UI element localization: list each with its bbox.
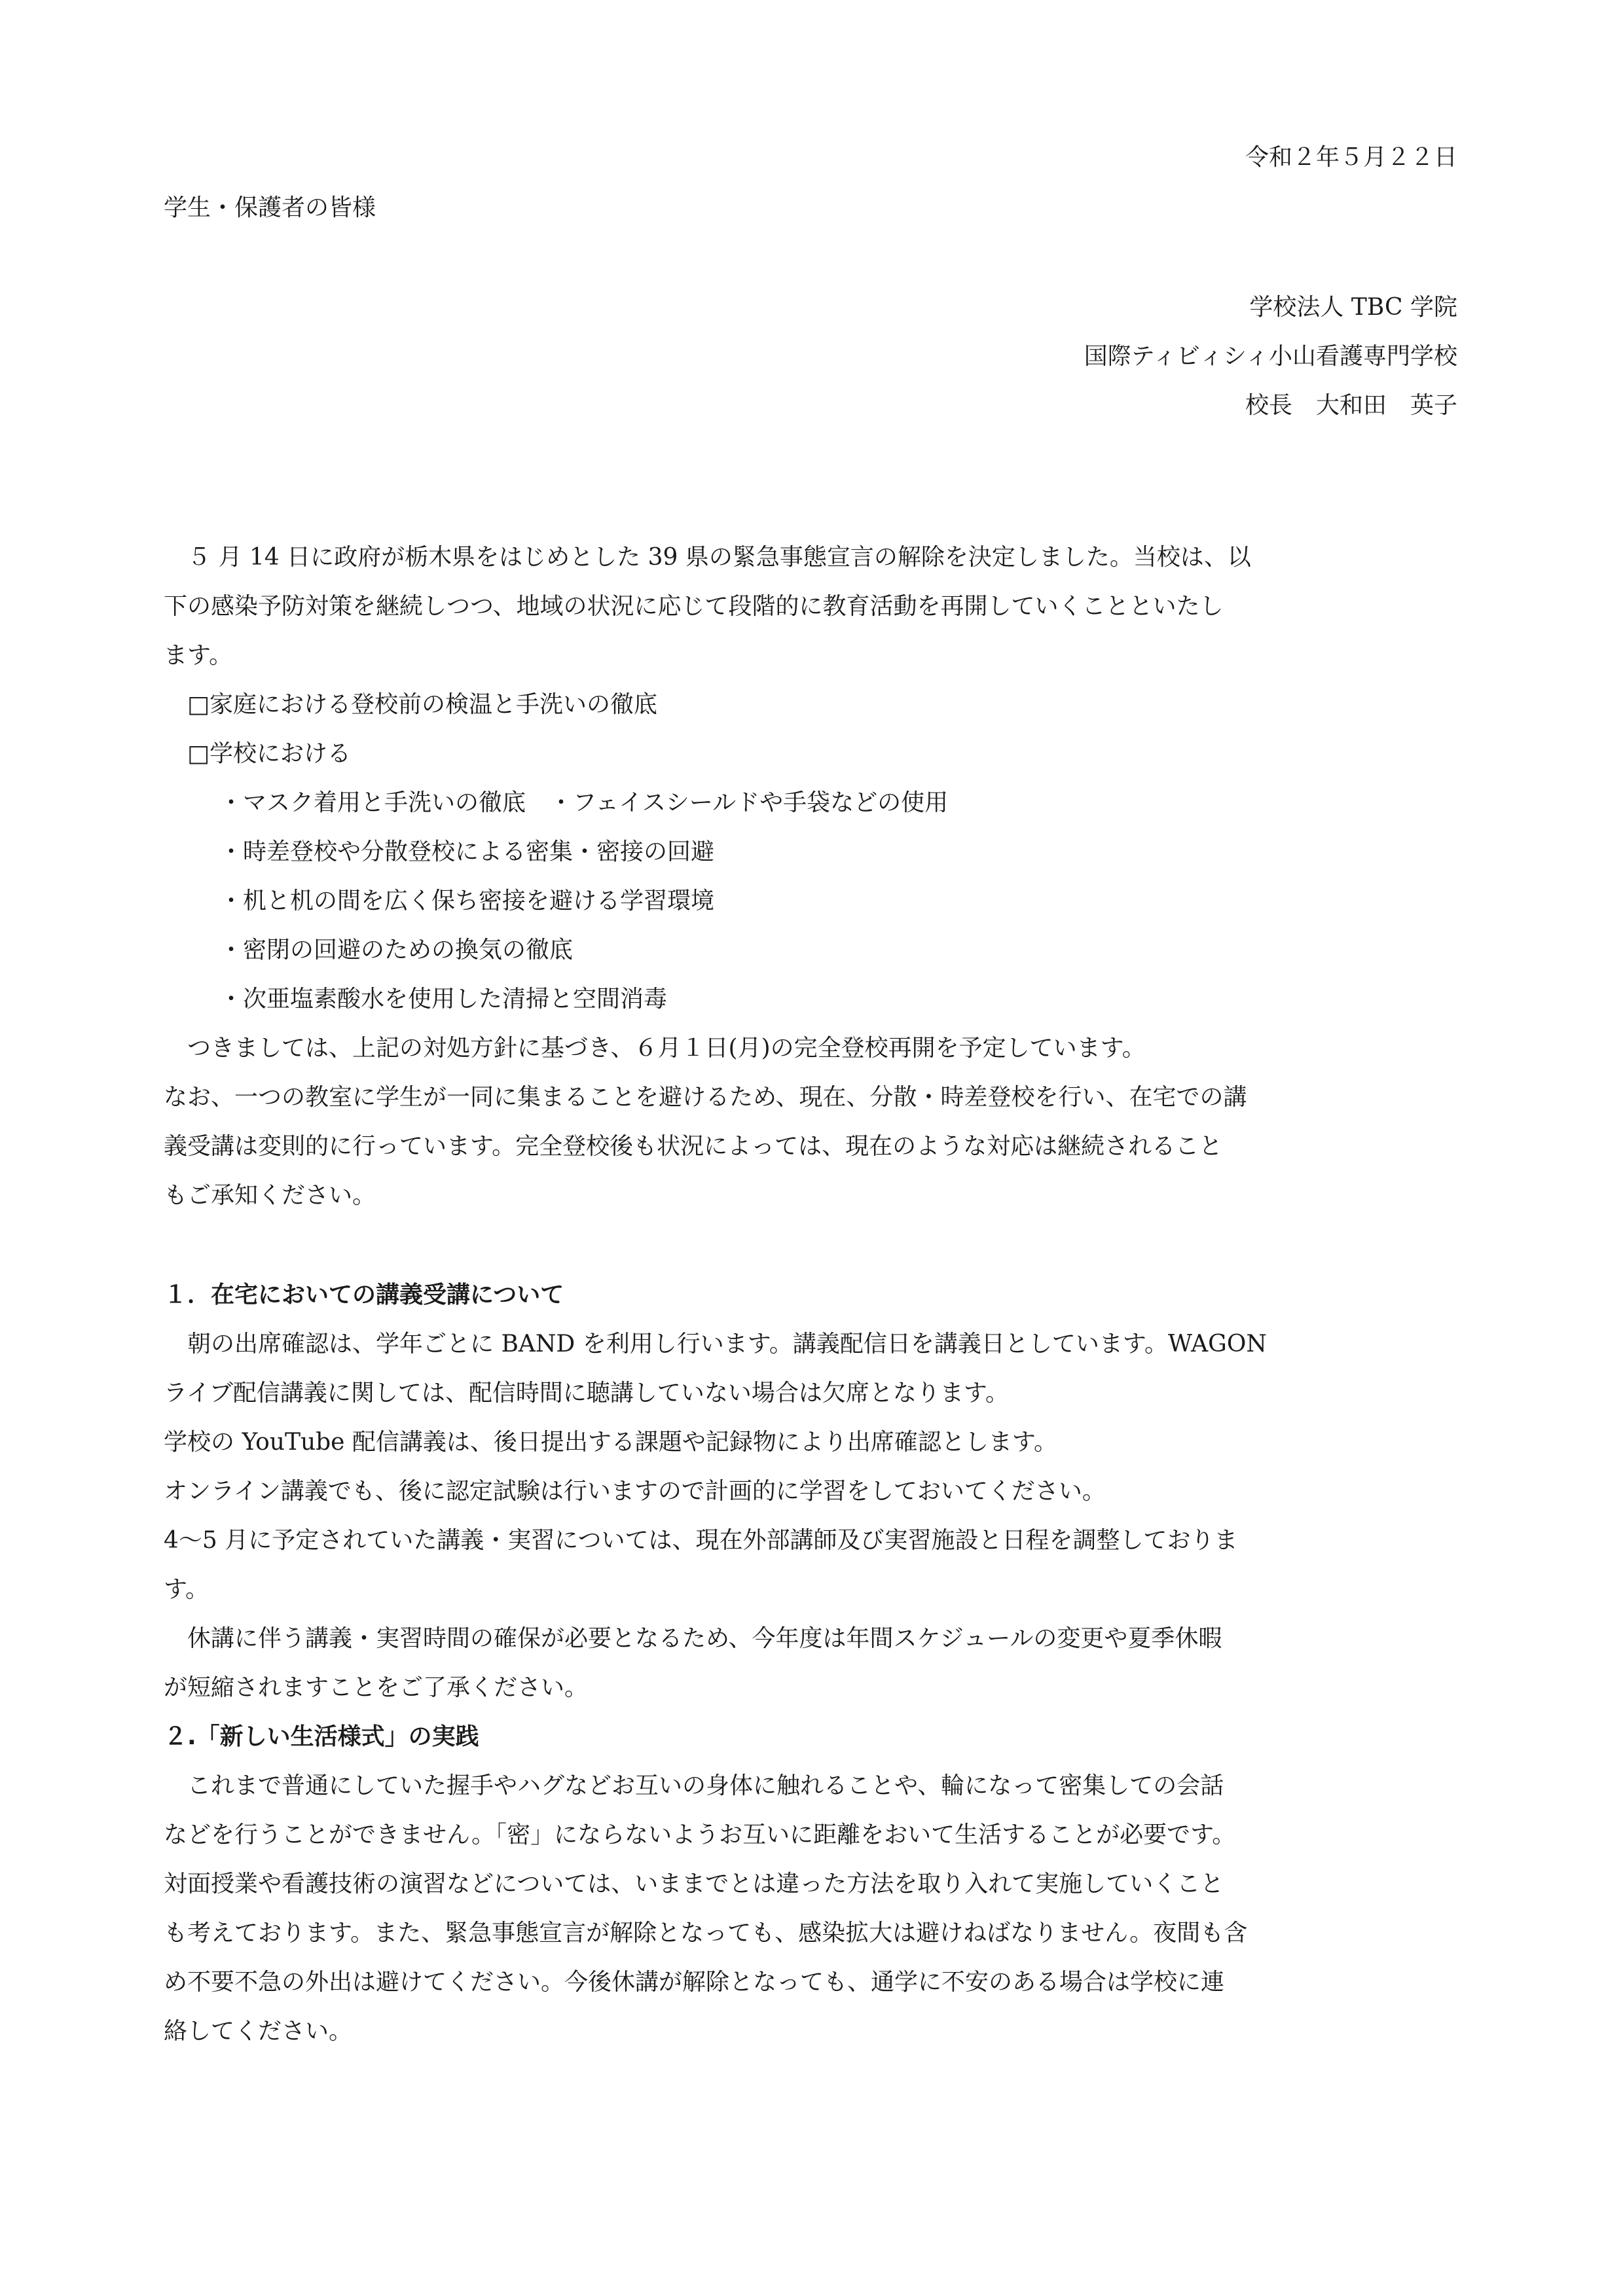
section1-line: 休講に伴う講義・実習時間の確保が必要となるため、今年度は年間スケジュールの変更や夏季休暇 bbox=[187, 1625, 1222, 1652]
sender-corporation: 学校法人 TBC 学院 bbox=[1249, 294, 1457, 321]
section1-line: が短縮されますことをご了承ください。 bbox=[164, 1674, 589, 1701]
measure-school-item: ・密閉の回避のための換気の徹底 bbox=[219, 937, 574, 963]
document-date: 令和２年５月２２日 bbox=[1245, 144, 1457, 171]
followup-line: つきましては、上記の対処方針に基づき、６月１日(月)の完全登校再開を予定しています。 bbox=[187, 1035, 1146, 1062]
section1-line: す。 bbox=[164, 1576, 210, 1603]
section2-line: これまで普通にしていた握手やハグなどお互いの身体に触れることや、輪になって密集しての会話 bbox=[187, 1772, 1224, 1799]
section1-line: 朝の出席確認は、学年ごとに BAND を利用し行います。講義配信日を講義日としています。WAGON bbox=[187, 1331, 1267, 1357]
section2-line: め不要不急の外出は避けてください。今後休講が解除となっても、通学に不安のある場合は学校に連 bbox=[164, 1969, 1225, 1996]
measure-school-item: ・マスク着用と手洗いの徹底 ・フェイスシールドや手袋などの使用 bbox=[219, 789, 949, 816]
followup-line: 義受講は変則的に行っています。完全登校後も状況によっては、現在のような対応は継続されること bbox=[164, 1133, 1223, 1160]
section2-heading: ２.「新しい生活様式」の実践 bbox=[164, 1723, 479, 1750]
addressee: 学生・保護者の皆様 bbox=[164, 194, 376, 221]
section1-heading: １．在宅においての講義受講について bbox=[164, 1282, 564, 1308]
followup-line: なお、一つの教室に学生が一同に集まることを避けるため、現在、分散・時差登校を行い、在宅での講 bbox=[164, 1084, 1247, 1111]
section1-line: 4〜5 月に予定されていた講義・実習については、現在外部講師及び実習施設と日程を調整しておりま bbox=[164, 1527, 1238, 1554]
section2-line: 絡してください。 bbox=[164, 2018, 353, 2045]
measure-school-item: ・机と机の間を広く保ち密接を避ける学習環境 bbox=[219, 888, 715, 914]
sender-school: 国際ティビィシィ小山看護専門学校 bbox=[1084, 343, 1457, 370]
measure-school-heading: □学校における bbox=[187, 740, 352, 767]
section2-line: も考えております。また、緊急事態宣言が解除となっても、感染拡大は避けねばなりません。夜間も含 bbox=[164, 1920, 1248, 1946]
section1-line: オンライン講義でも、後に認定試験は行いますので計画的に学習をしておいてください。 bbox=[164, 1478, 1106, 1505]
measure-school-item: ・時差登校や分散登校による密集・密接の回避 bbox=[219, 838, 715, 865]
intro-line: ５ 月 14 日に政府が栃木県をはじめとした 39 県の緊急事態宣言の解除を決定しました。当校は、以 bbox=[187, 544, 1251, 571]
intro-line: ます。 bbox=[164, 642, 233, 669]
section2-line: などを行うことができません。「密」にならないようお互いに距離をおいて生活することが必要です。 bbox=[164, 1821, 1236, 1848]
followup-line: もご承知ください。 bbox=[164, 1182, 376, 1209]
section1-line: 学校の YouTube 配信講義は、後日提出する課題や記録物により出席確認とします。 bbox=[164, 1429, 1058, 1456]
measure-school-item: ・次亜塩素酸水を使用した清掃と空間消毒 bbox=[219, 986, 668, 1013]
measure-home: □家庭における登校前の検温と手洗いの徹底 bbox=[187, 691, 658, 718]
sender-principal: 校長 大和田 英子 bbox=[1245, 392, 1457, 419]
section1-line: ライブ配信講義に関しては、配信時間に聴講していない場合は欠席となります。 bbox=[164, 1380, 1009, 1407]
intro-line: 下の感染予防対策を継続しつつ、地域の状況に応じて段階的に教育活動を再開していくことといたし bbox=[164, 593, 1224, 620]
section2-line: 対面授業や看護技術の演習などについては、いままでとは違った方法を取り入れて実施していくこと bbox=[164, 1871, 1224, 1897]
